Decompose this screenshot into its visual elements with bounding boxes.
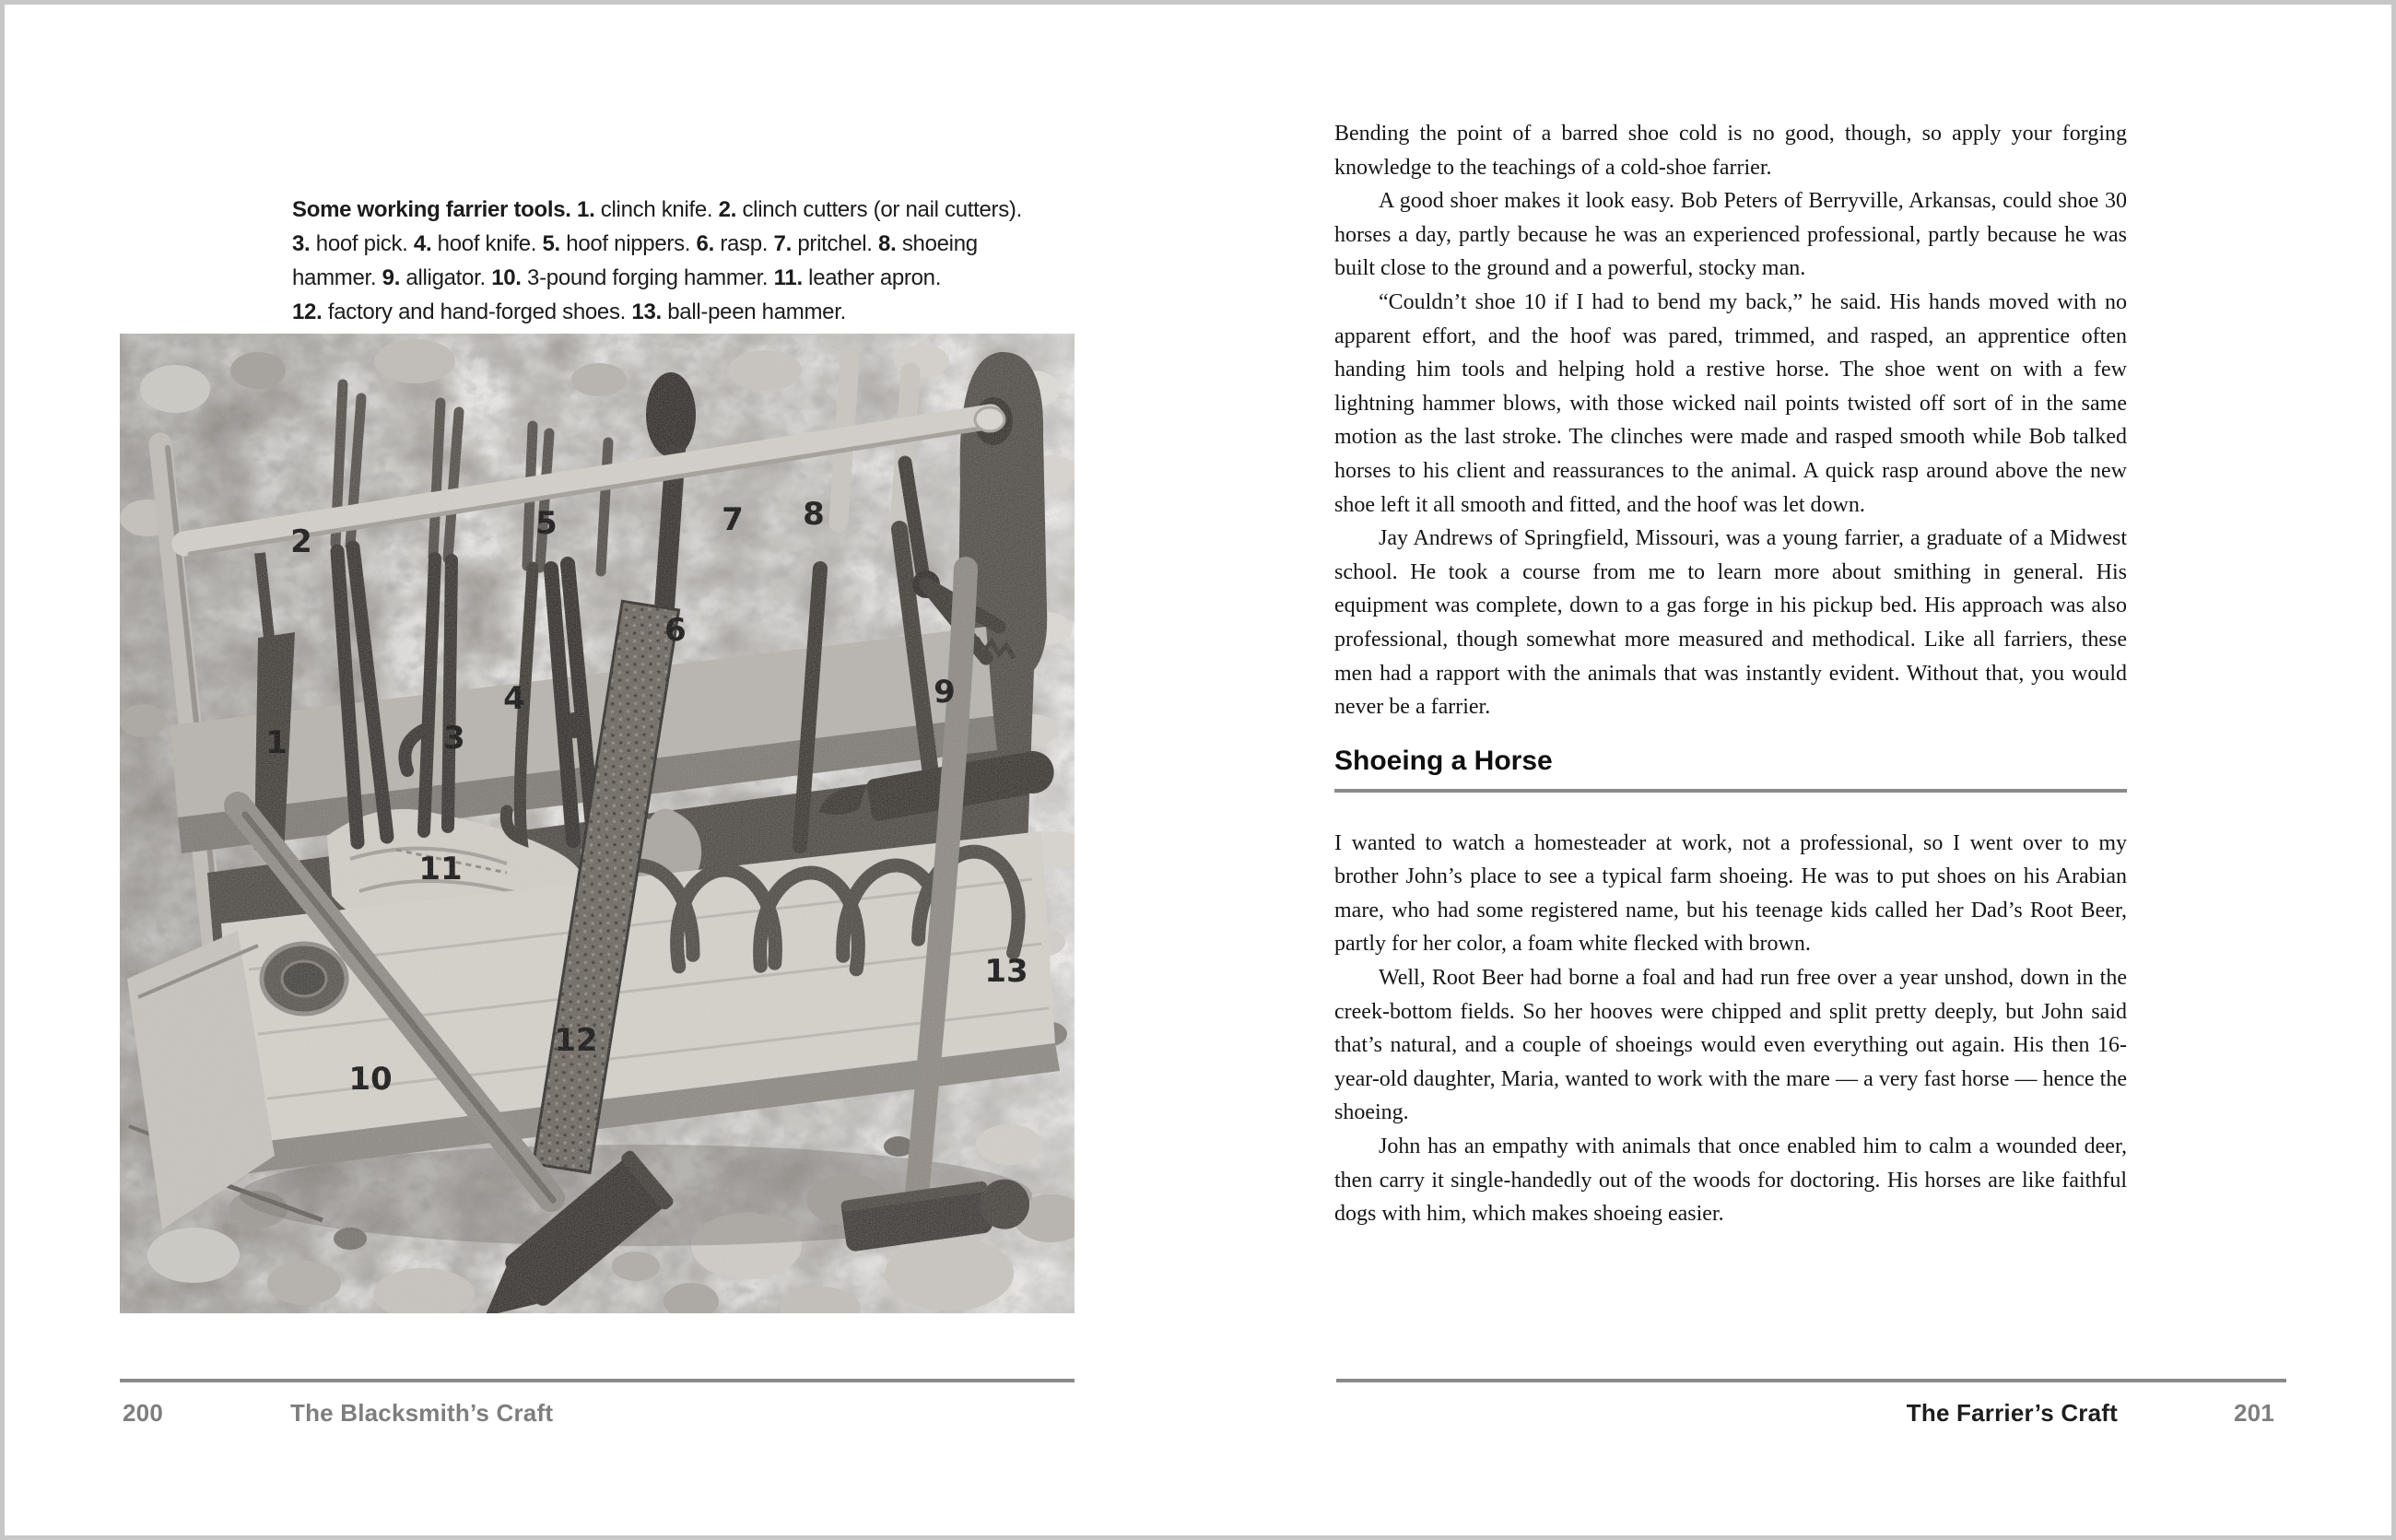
caption-segment: clinch knife. (594, 197, 719, 222)
caption-bold-segment: 4. (413, 231, 432, 256)
caption-line (292, 261, 1022, 295)
caption-segment: clinch cutters (or nail cutters). (736, 197, 1022, 222)
footer-rule-right (1336, 1379, 2286, 1382)
caption-segment: factory and hand-forged shoes. (322, 300, 632, 324)
caption-bold-segment: 2. (718, 197, 737, 222)
body-paragraph: Well, Root Beer had borne a foal and had run free over a year unshod, down in the creek-bottom fields. So her hooves were chipped and split pretty deeply, but John said that’s natural, and a couple of shoeings would even everything out again. His then 16-year-old daughter, Maria, wanted to work with the mare — a very fast horse — hence the shoeing. (1334, 966, 2127, 1125)
running-title-left: The Blacksmith’s Craft (290, 1399, 554, 1427)
caption-segment: hoof pick. (310, 231, 414, 256)
film-grain (120, 334, 1075, 1313)
caption-line (292, 227, 1022, 261)
caption-bold-segment: 1. (577, 197, 595, 222)
caption-segment: hoof knife. (431, 231, 543, 256)
caption-segment: alligator. (400, 265, 492, 290)
caption-bold-segment: 3. (292, 231, 311, 256)
caption-line (292, 295, 1022, 329)
caption-bold-segment: 13. (631, 300, 662, 324)
caption-bold-segment: 7. (773, 231, 792, 256)
caption-segment: hammer. (292, 265, 382, 290)
caption-bold-segment: 5. (542, 231, 560, 256)
page-number-right: 201 (2234, 1399, 2274, 1427)
caption-bold-segment: 11. (773, 265, 803, 290)
body-paragraph: Bending the point of a barred shoe cold is no good, though, so apply your forging knowledge to the teachings of a cold-shoe farrier. (1334, 122, 2127, 180)
caption-segment: 3-pound forging hammer. (521, 265, 774, 290)
caption-line (292, 193, 1022, 227)
caption-bold-segment: 12. (292, 300, 323, 324)
footer-rule-left (120, 1379, 1075, 1382)
section-heading: Shoeing a Horse (1334, 746, 2127, 793)
body-paragraph: Jay Andrews of Springfield, Missouri, was a young farrier, a graduate of a Midwest school. He took a course from me to learn more about smithing in general. His equipment was complete, down to a gas forge in his pickup bed. His approach was also professional, though somewhat more measured and methodical. Like all farriers, these men had a rapport with the animals that was instantly evident. Without that, you would never be a farrier. (1334, 526, 2127, 720)
caption-bold-segment: 9. (382, 265, 401, 290)
body-paragraph: A good shoer makes it look easy. Bob Peters of Berryville, Arkansas, could shoe 30 horses a day, partly because he was an experienced professional, partly because he was built close to the ground and a powerful, stocky man. (1334, 189, 2127, 281)
caption-segment: pritchel. (791, 231, 879, 256)
caption-bold-segment: 8. (878, 231, 897, 256)
body-paragraph: John has an empathy with animals that once enabled him to calm a wounded deer, then carry it single-handedly out of the woods for doctoring. His horses are like faithful dogs with him, which makes shoeing easier. (1334, 1134, 2127, 1227)
caption-bold-segment: 6. (696, 231, 714, 256)
farrier-tools-photo-art (120, 334, 1075, 1313)
body-paragraph: “Couldn’t shoe 10 if I had to bend my back,” he said. His hands moved with no apparent effort, and the hoof was pared, trimmed, and rasped, an apprentice often handing him tools and helping hold a restive horse. The shoe went on with a few lightning hammer blows, with those wicked nail points twisted off sort of in the same motion as the last stroke. The clinches were made and rasped smooth while Bob talked horses to his client and reassurances to the animal. A quick rasp around above the new shoe left it all smooth and fitted, and the hoof was let down. (1334, 289, 2127, 517)
body-text-column (1334, 117, 2127, 1231)
caption-segment: shoeing (896, 231, 978, 256)
photo-caption (292, 193, 1022, 329)
running-title-right: The Farrier’s Craft (1906, 1399, 2118, 1427)
farrier-tools-photo (120, 334, 1075, 1313)
body-paragraph: I wanted to watch a homesteader at work, not a professional, so I went over to my brother John’s place to see a typical farm shoeing. He was to put shoes on his Arabian mare, who had some registered name, but his teenage kids called her Dad’s Root Beer, partly for her color, a foam white flecked with brown. (1334, 830, 2127, 957)
caption-segment: ball-peen hammer. (661, 300, 846, 324)
caption-segment: hoof nippers. (559, 231, 697, 256)
caption-segment: leather apron. (802, 265, 942, 290)
caption-bold-segment: Some working farrier tools. (292, 197, 571, 222)
caption-bold-segment: 10. (491, 265, 522, 290)
page-number-left: 200 (123, 1399, 163, 1427)
caption-segment: rasp. (713, 231, 774, 256)
